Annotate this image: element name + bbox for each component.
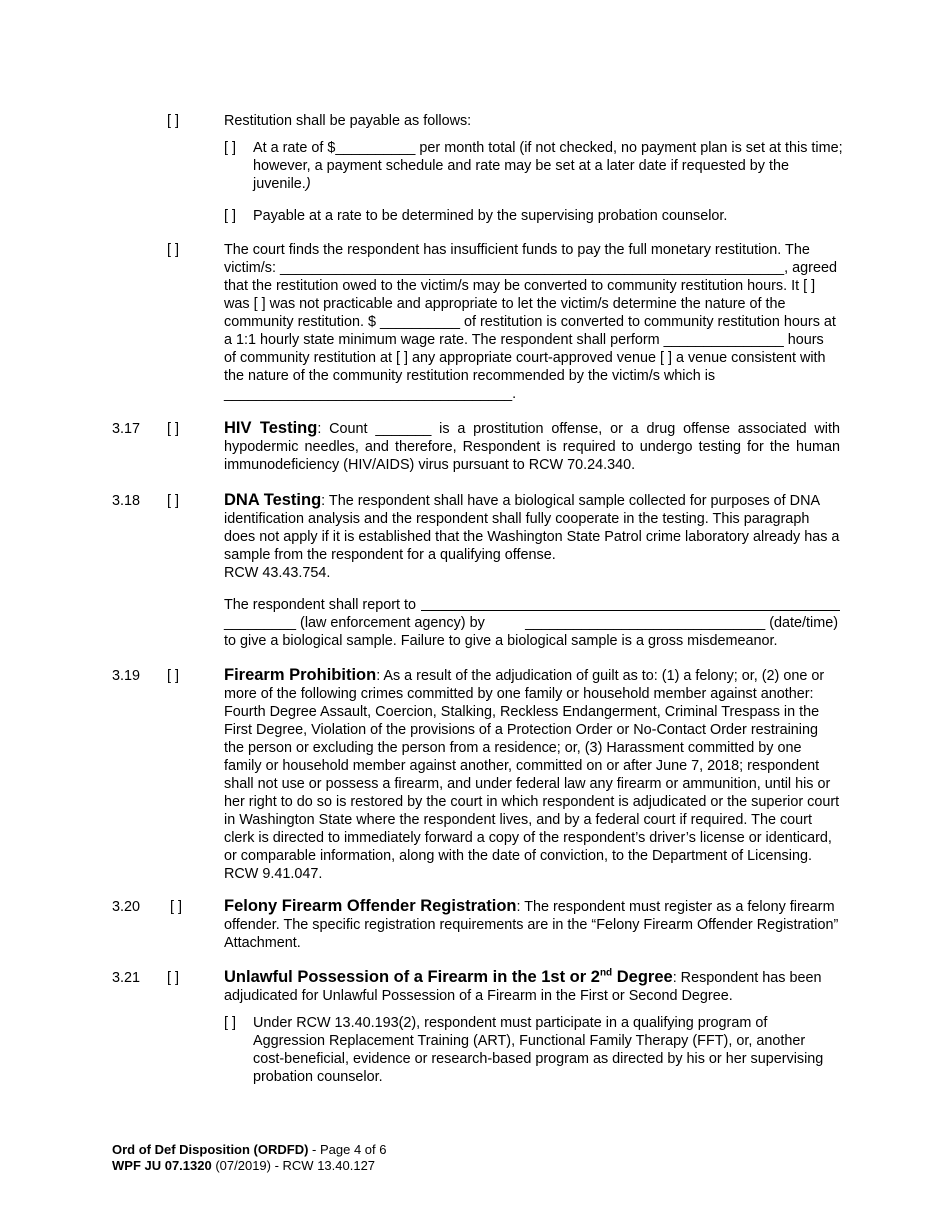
section-3-19-checkbox[interactable]: [ ] <box>167 668 179 684</box>
section-3-17-number: 3.17 <box>112 421 141 437</box>
payment-rate-text: At a rate of $__________ per month total (if not checked, no payment plan is set at this time; however, a payment schedule and rate may be set at a later date if requested by the juvenile.) <box>253 140 843 192</box>
art-program-checkbox[interactable]: [ ] <box>224 1015 236 1031</box>
probation-rate-text: Payable at a rate to be determined by the supervising probation counselor. <box>253 208 728 224</box>
restitution-payable-heading: Restitution shall be payable as follows: <box>224 113 472 129</box>
section-3-18-text: DNA Testing: The respondent shall have a biological sample collected for purposes of DNA identification analysis and the respondent shall fully cooperate in the testing. This paragraph does not apply if it is established that the Washington State Patrol crime laboratory already has a sample from the respondent for a qualifying offense. <box>224 491 840 563</box>
dna-report-agency-field[interactable] <box>421 596 840 611</box>
footer-form-id: WPF JU 07.1320 <box>112 1158 212 1173</box>
section-3-19-number: 3.19 <box>112 668 141 684</box>
section-3-17-text: HIV Testing: Count _______ is a prostitution offense, or a drug offense associated with hypodermic needles, and therefore, Respondent is required to undergo testing for the human immunodeficiency (HIV/AIDS) virus pursuant to RCW 70.24.340. <box>224 419 840 473</box>
footer-line-1 <box>112 1142 387 1158</box>
section-3-19-text: Firearm Prohibition: As a result of the adjudication of guilt as to: (1) a felony; or, (2) one or more of the following crimes committed by one family or household member against another: Fourth Degree Assault, Coercion, Stalking, Reckless Endangerment, Criminal Trespass in the First Degree, Violation of the provisions of a Protection Order or No-Contact Order restraining the person or excluding the person from a residence; or, (3) Harassment committed by one family or household member against another, committed on or after June 7, 2018; respondent shall not use or possess a firearm, and under federal law any firearm or ammunition, until his or her right to do so is restored by the court in which respondent is adjudicated or the superior court in Washington State where the respondent lives, and by a federal court if required. The court clerk is directed to immediately forward a copy of the respondent’s driver’s license or identicard, or comparable information, along with the date of conviction, to the Department of Licensing. RCW 9.41.047. <box>224 666 840 882</box>
section-3-21-checkbox[interactable]: [ ] <box>167 970 179 986</box>
section-3-21-title: Unlawful Possession of a Firearm in the 1st or 2nd Degree <box>224 967 673 986</box>
payment-rate-checkbox[interactable]: [ ] <box>224 140 236 156</box>
section-3-20-number: 3.20 <box>112 899 141 915</box>
dna-agency-label: _________ (law enforcement agency) by <box>224 615 485 631</box>
dna-report-line-2 <box>224 614 838 632</box>
section-3-21-text: Unlawful Possession of a Firearm in the 1st or 2nd Degree: Respondent has been adjudicated for Unlawful Possession of a Firearm in the First or Second Degree. <box>224 967 822 1004</box>
section-3-18-number: 3.18 <box>112 493 141 509</box>
section-3-17-checkbox[interactable]: [ ] <box>167 421 179 437</box>
section-3-17-title: HIV Testing <box>224 419 318 437</box>
probation-rate-option <box>224 207 844 225</box>
dna-report-line <box>224 596 840 614</box>
footer-form-version: (07/2019) - RCW 13.40.127 <box>211 1158 376 1173</box>
insufficient-funds-text: The court finds the respondent has insufficient funds to pay the full monetary restitution. The victim/s: _______________________________________________________________, agreed that the restitution owed to the victim/s may be converted to community restitution hours. It [ ] was [ ] was not practicable and appropriate to let the victim/s determine the nature of the community restitution. $ __________ of restitution is converted to community restitution hours at a 1:1 hourly state minimum wage rate. The respondent shall perform _______________ hours of community restitution at [ ] any appropriate court-approved venue [ ] a venue consistent with the nature of the community restitution recommended by the victim/s which is ____________________________________. <box>224 242 837 402</box>
section-3-19-title: Firearm Prohibition <box>224 666 377 684</box>
payment-rate-option <box>224 139 844 193</box>
section-3-18-checkbox[interactable]: [ ] <box>167 493 179 509</box>
art-program-option <box>224 1014 840 1086</box>
section-3-18-rcw: RCW 43.43.754. <box>224 565 331 581</box>
probation-rate-checkbox[interactable]: [ ] <box>224 208 236 224</box>
section-3-20-checkbox[interactable]: [ ] <box>170 899 182 915</box>
dna-sample-warning: to give a biological sample. Failure to give a biological sample is a gross misdemeanor. <box>224 633 778 649</box>
section-3-20-text: Felony Firearm Offender Registration: The respondent must register as a felony firearm offender. The specific registration requirements are in the “Felony Firearm Offender Registration” Attachment. <box>224 897 839 951</box>
footer-page-number: - Page 4 of 6 <box>308 1142 387 1157</box>
insufficient-funds-checkbox[interactable]: [ ] <box>167 242 179 258</box>
dna-datetime-label: ______________________________ (date/time) <box>525 615 838 631</box>
section-3-18-title: DNA Testing <box>224 491 322 509</box>
restitution-payable-checkbox[interactable]: [ ] <box>167 113 179 129</box>
footer-form-title: Ord of Def Disposition (ORDFD) <box>112 1142 309 1157</box>
section-3-20-title: Felony Firearm Offender Registration <box>224 897 517 915</box>
dna-report-label: The respondent shall report to <box>224 597 416 613</box>
section-3-21-number: 3.21 <box>112 970 141 986</box>
footer-line-2 <box>112 1158 375 1174</box>
art-program-text: Under RCW 13.40.193(2), respondent must participate in a qualifying program of Aggression Replacement Training (ART), Functional Family Therapy (FFT), or, another cost-beneficial, evidence or research-based program as directed by his or her supervising probation counselor. <box>253 1015 824 1085</box>
